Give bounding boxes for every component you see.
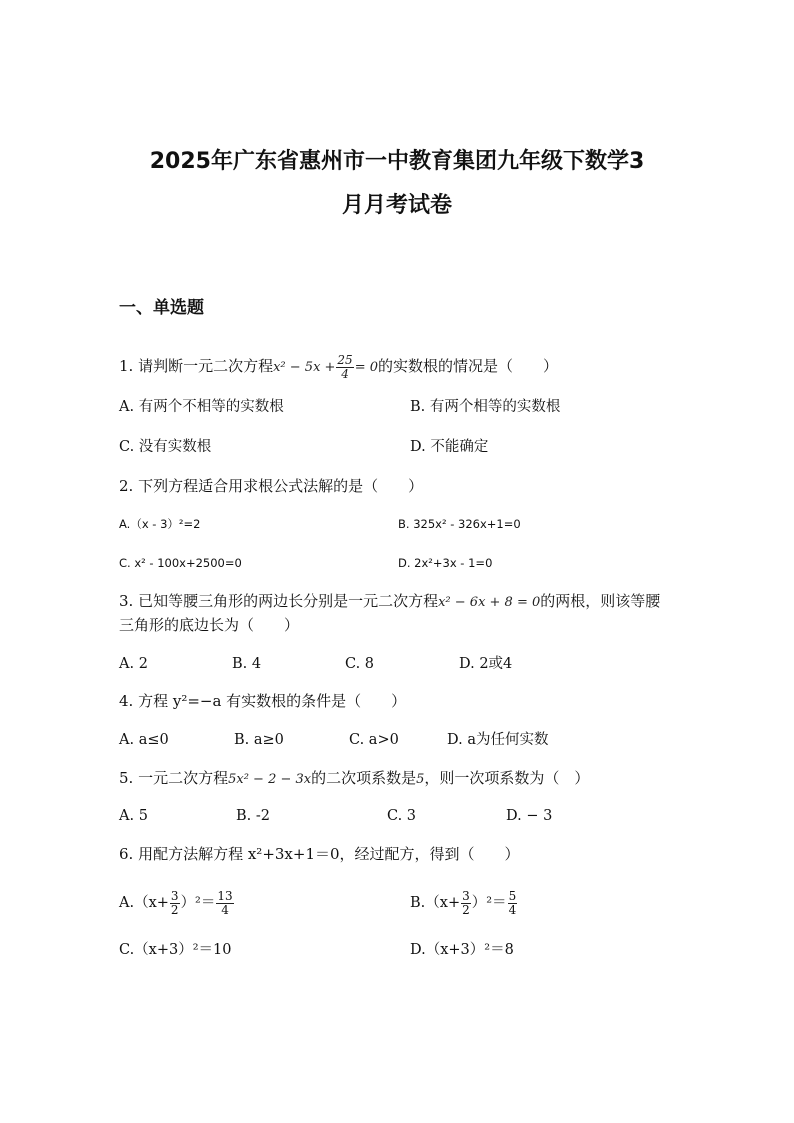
q1-eq-part-a: x² − 5x + xyxy=(273,360,336,375)
q1-fraction-den: 4 xyxy=(341,367,349,381)
question-5-stem xyxy=(119,768,589,790)
q6-a-result-fraction xyxy=(216,890,233,917)
q4-option-c: C. a>0 xyxy=(349,732,399,748)
q1-option-a: A. 有两个不相等的实数根 xyxy=(119,399,284,415)
q3-suffix: 的两根，则该等腰 xyxy=(540,592,661,610)
q3-prefix: 3. 已知等腰三角形的两边长分别是一元二次方程 xyxy=(119,592,439,610)
q1-option-d: D. 不能确定 xyxy=(410,439,489,455)
q5-prefix: 5. 一元二次方程 xyxy=(119,769,229,787)
q3-option-a: A. 2 xyxy=(119,656,148,672)
q1-eq-part-b: = 0 xyxy=(354,360,378,375)
q5-equation: 5x² − 2 − 3x xyxy=(228,772,312,787)
page-title xyxy=(60,140,734,228)
q6-option-c: C.（x+3）²＝10 xyxy=(119,942,232,958)
q3-equation: x² − 6x + 8 = 0 xyxy=(438,595,541,610)
q6-b-fraction-den: 2 xyxy=(462,902,470,917)
q5-middle: 的二次项系数是 xyxy=(311,769,417,787)
q5-suffix: ，则一次项系数为（ ） xyxy=(424,769,590,787)
question-4-stem: 4. 方程 y²=−a 有实数根的条件是（ ） xyxy=(119,692,407,710)
q2-option-c: C. x² - 100x+2500=0 xyxy=(119,556,242,570)
q2-option-d: D. 2x²+3x - 1=0 xyxy=(398,556,493,570)
question-1-stem xyxy=(119,354,558,381)
q5-coefficient: 5 xyxy=(416,772,425,787)
q1-prefix: 1. 请判断一元二次方程 xyxy=(119,357,274,375)
title-line-1: 2025年广东省惠州市一中教育集团九年级下数学3 xyxy=(149,149,645,174)
q5-option-a: A. 5 xyxy=(119,808,148,824)
q2-option-b: B. 325x² - 326x+1=0 xyxy=(398,517,521,531)
q1-option-c: C. 没有实数根 xyxy=(119,439,212,455)
q1-fraction xyxy=(336,354,353,381)
q4-option-b: B. a≥0 xyxy=(234,732,284,748)
q3-option-c: C. 8 xyxy=(345,656,375,672)
q6-option-b xyxy=(410,888,518,918)
section-heading: 一、单选题 xyxy=(119,298,204,318)
q6-a-result-den: 4 xyxy=(221,902,229,917)
q6-a-fraction xyxy=(170,890,180,917)
question-2-stem: 2. 下列方程适合用求根公式法解的是（ ） xyxy=(119,477,424,495)
q6-a-middle: ）²＝ xyxy=(180,895,216,911)
q6-a-fraction-den: 2 xyxy=(170,902,179,917)
title-line-2: 月月考试卷 xyxy=(341,193,452,218)
q6-b-result-den: 4 xyxy=(508,902,517,917)
question-6-stem: 6. 用配方法解方程 x²+3x+1＝0，经过配方，得到（ ） xyxy=(119,845,520,863)
q6-option-a xyxy=(119,888,235,918)
q1-equation xyxy=(273,353,378,381)
q4-option-a: A. a≤0 xyxy=(119,732,169,748)
q6-b-result-num: 5 xyxy=(508,888,517,903)
q6-b-prefix: B.（x+ xyxy=(410,895,461,911)
q6-b-fraction xyxy=(461,890,471,917)
q6-option-d: D.（x+3）²＝8 xyxy=(410,942,514,958)
question-3-stem xyxy=(119,591,660,613)
q6-b-middle: ）²＝ xyxy=(471,895,507,911)
q1-fraction-num: 25 xyxy=(337,353,353,367)
q6-b-fraction-num: 3 xyxy=(462,888,470,903)
q5-option-b: B. -2 xyxy=(236,808,270,824)
q3-option-d: D. 2或4 xyxy=(459,656,513,672)
q6-a-prefix: A.（x+ xyxy=(119,895,169,911)
q6-a-result-num: 13 xyxy=(217,888,233,903)
q5-option-d: D. − 3 xyxy=(506,808,553,824)
q6-b-result-fraction xyxy=(508,890,518,917)
q4-option-d: D. a为任何实数 xyxy=(447,732,549,748)
q5-option-c: C. 3 xyxy=(387,808,417,824)
q6-a-fraction-num: 3 xyxy=(170,888,179,903)
q1-option-b: B. 有两个相等的实数根 xyxy=(410,399,561,415)
q2-option-a: A.（x - 3）²=2 xyxy=(119,517,201,531)
question-3-stem-line-2: 三角形的底边长为（ ） xyxy=(119,616,300,634)
q3-option-b: B. 4 xyxy=(232,656,262,672)
q1-suffix: 的实数根的情况是（ ） xyxy=(378,357,559,375)
